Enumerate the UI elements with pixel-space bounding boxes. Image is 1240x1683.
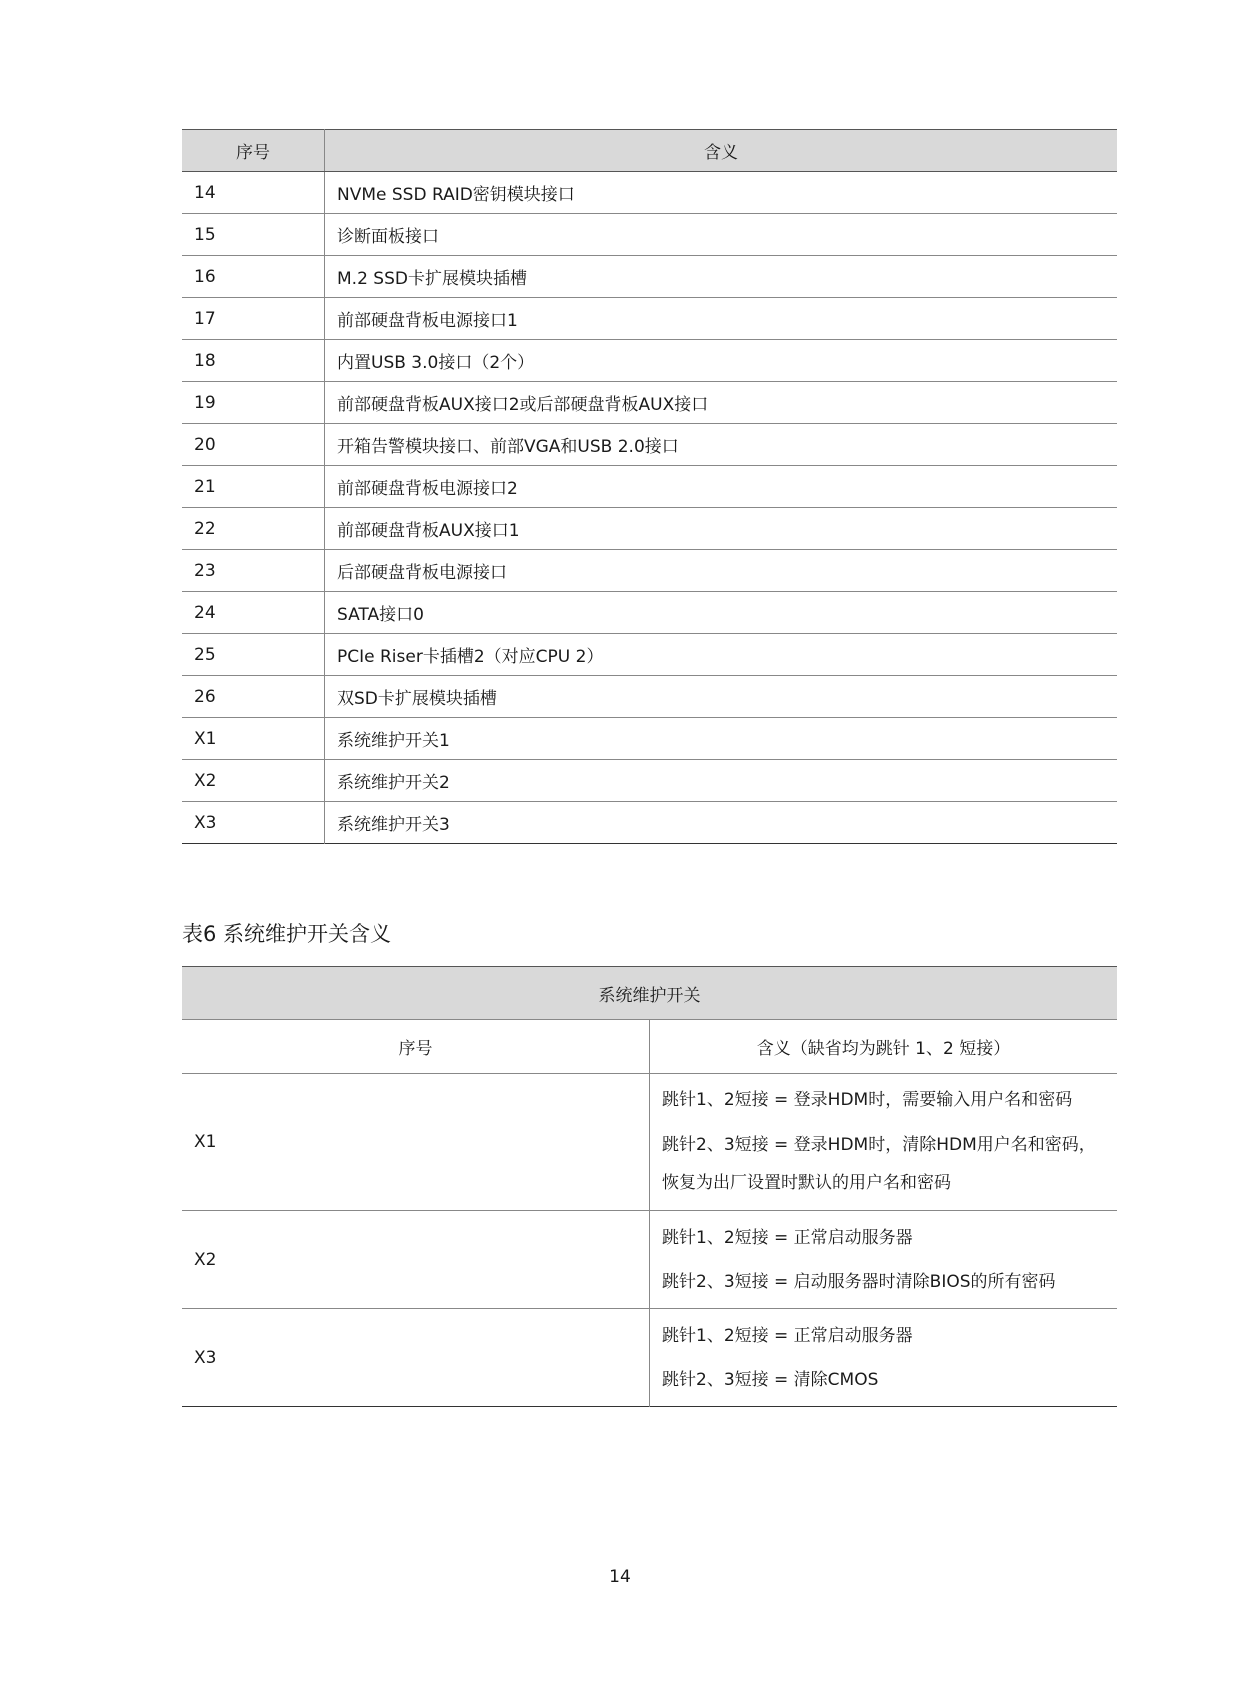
table-row (182, 676, 1117, 718)
row-number: 23 (182, 550, 325, 592)
row-meaning: M.2 SSD卡扩展模块插槽 (325, 256, 1118, 298)
row-meaning: 系统维护开关3 (337, 815, 450, 835)
table-row (182, 340, 1117, 382)
row-number: 17 (182, 298, 325, 340)
table-row (182, 1309, 1117, 1407)
table-row (182, 550, 1117, 592)
column-header-number: 序号 (182, 1020, 650, 1074)
table-row (182, 802, 1117, 844)
row-meaning: 开箱告警模块接口、前部VGA和USB 2.0接口 (325, 424, 1118, 466)
row-meaning (650, 1211, 1118, 1309)
row-meaning: 前部硬盘背板AUX接口2或后部硬盘背板AUX接口 (325, 382, 1118, 424)
column-header-meaning: 含义（缺省均为跳针 1、2 短接） (650, 1020, 1118, 1074)
table-row (182, 172, 1117, 214)
row-number: 20 (182, 424, 325, 466)
column-header-number: 序号 (182, 130, 325, 172)
table-row (182, 760, 1117, 802)
row-meaning (650, 1074, 1118, 1211)
table-row (182, 298, 1117, 340)
column-header-meaning: 含义 (325, 130, 1118, 172)
row-meaning: 双SD卡扩展模块插槽 (325, 676, 1118, 718)
row-number: 18 (182, 340, 325, 382)
table-row (182, 634, 1117, 676)
row-meaning: NVMe SSD RAID密钥模块接口 (325, 172, 1118, 214)
connector-table (182, 129, 1117, 844)
row-meaning: 系统维护开关1 (325, 718, 1118, 760)
table-row (182, 718, 1117, 760)
table-row (182, 592, 1117, 634)
row-number: 24 (182, 592, 325, 634)
table-title: 系统维护开关 (182, 967, 1117, 1020)
row-number: X1 (182, 718, 325, 760)
table-row (182, 382, 1117, 424)
row-number: 25 (182, 634, 325, 676)
meaning-line: 跳针2、3短接 = 启动服务器时清除BIOS的所有密码 (662, 1271, 1056, 1292)
meaning-line: 跳针1、2短接 = 正常启动服务器 (662, 1227, 913, 1248)
row-number: 21 (182, 466, 325, 508)
row-meaning: 前部硬盘背板电源接口1 (325, 298, 1118, 340)
table-row (182, 466, 1117, 508)
table-caption: 表6 系统维护开关含义 (182, 922, 392, 946)
row-meaning: PCIe Riser卡插槽2（对应CPU 2） (325, 634, 1118, 676)
row-number: 16 (182, 256, 325, 298)
table-row (182, 424, 1117, 466)
row-meaning: 系统维护开关2 (325, 760, 1118, 802)
table-title-row (182, 967, 1117, 1020)
meaning-line: 跳针2、3短接 = 登录HDM时，清除HDM用户名和密码，恢复为出厂设置时默认的用户名和密码 (662, 1135, 1096, 1193)
row-number: X1 (182, 1074, 650, 1211)
row-meaning: 内置USB 3.0接口（2个） (325, 340, 1118, 382)
row-number: 15 (182, 214, 325, 256)
maintenance-switch-table (182, 966, 1117, 1407)
table-row (182, 256, 1117, 298)
row-number: 26 (182, 676, 325, 718)
row-meaning: 后部硬盘背板电源接口 (325, 550, 1118, 592)
row-number: X3 (182, 802, 325, 844)
row-number: X2 (182, 760, 325, 802)
row-number: X2 (182, 1211, 650, 1309)
row-meaning: 诊断面板接口 (325, 214, 1118, 256)
table-row (182, 214, 1117, 256)
meaning-line: 跳针1、2短接 = 登录HDM时，需要输入用户名和密码 (662, 1090, 1073, 1110)
row-number: 14 (182, 172, 325, 214)
table-row (182, 1074, 1117, 1211)
meaning-line: 跳针2、3短接 = 清除CMOS (662, 1369, 879, 1390)
row-number: 19 (182, 382, 325, 424)
table-row (182, 508, 1117, 550)
row-meaning: SATA接口0 (325, 592, 1118, 634)
row-meaning: 前部硬盘背板电源接口2 (325, 466, 1118, 508)
row-number: 22 (182, 508, 325, 550)
table-header-row (182, 1020, 1117, 1074)
row-number: X3 (182, 1309, 650, 1407)
table-row (182, 1211, 1117, 1309)
table-header-row (182, 130, 1117, 172)
row-meaning: 前部硬盘背板AUX接口1 (325, 508, 1118, 550)
meaning-line: 跳针1、2短接 = 正常启动服务器 (662, 1325, 913, 1346)
row-meaning (650, 1309, 1118, 1407)
page-number: 14 (609, 1567, 631, 1587)
